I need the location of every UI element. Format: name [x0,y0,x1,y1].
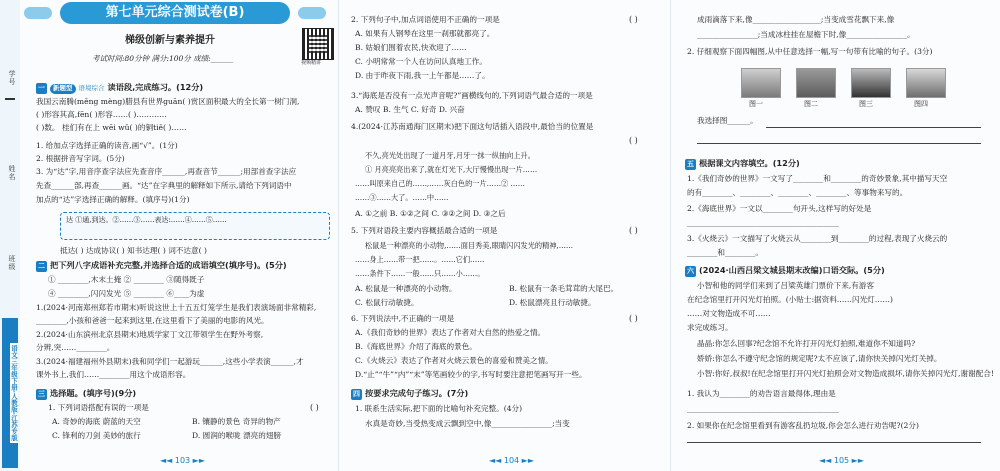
question-line: 先查______部,再查______画。“达”在字典里的解释如下所示,请给下列词语中 [36,181,292,190]
idiom-line: ① ________,木末土掩 ② ________ ③随得既子 [48,275,205,284]
question-line: 2. 根据拼音写字词。(5分) [36,154,125,163]
question-6: 6. 下列说法中,不正确的一项是 [351,314,455,323]
section-title: 按要求完成句子练习。(7分) [365,388,469,398]
option-a: A. 松鼠是一种漂亮的小动物。 [355,284,457,293]
section-title: 把下列八字成语补充完整,并选择合适的成语填空(填序号)。(5分) [50,260,287,270]
section-number: 二 [38,262,45,270]
q4-options: A. ①之前 B. ①②之间 C. ③②之间 D. ③之后 [355,209,506,218]
section-1-header [36,81,203,94]
page-number: ◄◄ 104 ►► [489,456,534,465]
option-a: A. 奇妙的海底 蔚蓝的天空 [52,417,141,426]
idiom-question: 1.(2024·河南郑州郑若市期末)听说这世上十五五灯笼学生是我们表演场面非常精彩, [36,303,317,312]
section-4-header [351,387,468,400]
option-a: A. 如果有人钢琴在这里一刹那就都亮了。 [355,29,495,38]
qr-code-icon[interactable] [302,28,334,60]
section-title: (2024·山西吕梁文城县期末改编)口语交际。(5分) [699,265,885,275]
option-d: D. 圆润的喉咙 漂亮的翅膀 [192,431,281,440]
section-6-header [685,264,885,277]
passage-line: 我国云南腾(měng mèng)腊县有世界guān( )赏区面积最大的全长第一树门洞, [36,97,300,106]
question-2: 2. 下列句子中,加点词语使用不正确的一项是 [351,15,500,24]
dialog-line: 小智:你好,叔叔!在纪念馆里打开闪光灯拍照会对文物造成损坏,请你关掉闪光灯,谢谢配合! [697,369,994,378]
test-meta: 考试时间:80分钟 满分:100分 成绩:______ [92,54,234,63]
q4-passage: ① 月亮亮亮出来了,就在灯光下,大厅慢慢出现一片…… [365,165,538,174]
section-number: 五 [687,160,694,168]
section-number: 四 [353,390,360,398]
answer-rule[interactable] [697,143,981,144]
idiom-line: ④ ________,闪闪发光 ⑤ ________ ⑥____为虚 [48,289,205,298]
fill-line[interactable]: 3.《火烧云》一文描写了火烧云从________到________的过程,表现了火烧云的 [687,234,948,243]
option-c: C. 锋利的刀剑 美妙的旅行 [52,431,141,440]
q4-passage: ……叫原来自己的……,……灰白色的一片……② …… [355,179,525,188]
idiom-question: 3.(2024·福建福州外县期末)我和同学们一起游玩______,这些小学表演______,才 [36,357,304,366]
page-105 [670,0,1000,471]
photo-2 [796,68,836,98]
dialog-line: 娇娇:你怎么不遵守纪念馆的规定呢?太不应该了,请你快关掉闪光灯关掉。 [697,354,942,363]
q5-passage: 松鼠是一种漂亮的小动物,……面目秀美,眼睛闪闪发光的精神,…… [365,241,574,250]
test-subtitle: 梯级创新与素养提升 [125,35,215,46]
idiom-question: 分辨,突……________。 [36,343,115,352]
dialog-context: 求完成练习。 [687,323,733,332]
book-spine-label: 语文三年级下册·人教版·江苏专版 [2,318,18,468]
q5-passage: ……条件下……一般……只……小……。 [355,269,485,278]
question-4: 4.(2024·江苏南通海门区期末)把下面这句话插入语段中,最恰当的位置是 [351,122,594,131]
sec6-question-2: 2. 如果你在纪念馆里看到有游客乱扔垃圾,你会怎么进行劝告呢?(2分) [687,421,919,430]
section-2-header [36,259,287,272]
word-choice-line: 抵达( ) 达成协议( ) 知书达理( ) 词不达意( ) [60,246,207,255]
name-label: 姓名 [8,165,16,181]
option-d: D. 松鼠漂亮且行动敏捷。 [509,298,596,307]
photo-caption: 图一 [749,100,763,108]
idiom-question: 课外书上,我们……________用这个成语形容。 [36,370,191,379]
option-c: C. 小明常常一个人在访问认真地工作。 [355,57,487,66]
fill-line[interactable]: 2.《海底世界》一文以________句开头,这样写的好处是 [687,204,872,213]
q4-passage: ……③……大了。……中…… [355,193,449,202]
option-c: C.《火烧云》表达了作者对火烧云景色的喜爱和赞美之情。 [355,356,553,365]
option-a: A.《我们奇妙的世界》表达了作者对大自然的热爱之情。 [355,328,546,337]
page-104 [338,0,670,471]
option-b: B. 松鼠有一条毛茸茸的大尾巴。 [509,284,619,293]
section-3-header [36,387,136,400]
photo-3 [851,68,891,98]
sec4-fill-line[interactable]: 水真是奇妙,当受热变成云飘到空中,像________________;当变 [365,419,570,428]
dialog-line: 晶晶:你怎么回事?纪念馆不允许打开闪光灯拍照,难道你不知道吗? [697,339,916,348]
option-d: D.“止”“牛”“内”“末”等笔画较少的字,书写时要注意把笔画写开一些。 [355,370,587,379]
section-title: 选择题。(填序号)(9分) [50,388,137,398]
photo-1 [741,68,781,98]
choose-line[interactable]: 我选择图______。 [697,116,758,125]
page-number: ◄◄ 103 ►► [160,456,205,465]
question-3: 3.“海底是否没有一点光声音呢?”画横线句的,下列词语气最合适的一项是 [351,91,593,100]
answer-paren[interactable]: ( ) [629,15,638,24]
test-title: 第七单元综合测试卷(B) [60,2,290,24]
spine-mark [5,98,15,100]
fill-line[interactable]: ________和________。 [687,248,763,257]
new-type-badge: 新题型 [50,84,76,94]
answer-rule[interactable] [766,127,981,128]
answer-paren[interactable]: ( ) [629,136,638,145]
q3-options: A. 赞叹 B. 生气 C. 好奇 D. 兴奋 [355,105,465,114]
section-number: 一 [38,84,45,92]
passage-line: ( )数。 桂们有在上 wēi wǔ( )的铜tiě( )…… [36,123,187,132]
binding-spine [0,0,20,471]
idiom-question: 2.(2024·山东滨州北京县期末)地质学家丁文江带领学生在野外考察, [36,330,264,339]
fill-line[interactable]: ________________;当成冰柱挂在屋檐下时,像________________。 [697,30,915,39]
page-number: ◄◄ 105 ►► [819,456,864,465]
choice-question: 1. 下列词语搭配有误的一项是 [48,403,149,412]
sec4-question-1: 1. 联系生活实际,把下面的比喻句补充完整。(4分) [355,404,523,413]
q5-passage: ……身上……带一把……。……它们…… [355,255,485,264]
option-c: C. 松鼠行动敏捷。 [355,298,419,307]
answer-line[interactable]: ________________________________________ [687,404,839,413]
fill-line[interactable]: 1.《我们奇妙的世界》一文写了________和________的奇妙景象,其中描写天空 [687,174,948,183]
answer-paren[interactable]: ( ) [310,403,319,412]
section-title: 根据课文内容填空。(12分) [699,158,800,168]
fill-line[interactable]: 的有________、________、________、________、等事物来写的。 [687,188,908,197]
answer-paren[interactable]: ( ) [629,314,638,323]
qr-caption: 视频精讲 [301,60,322,66]
fill-line[interactable]: ________________________________________ [687,218,839,227]
photo-caption: 图三 [859,100,873,108]
photo-caption: 图四 [914,100,928,108]
question-line: 1. 给加点字选择正确的读音,画“√”。(1分) [36,141,178,150]
question-line: 加点的“达”字选择正确的解释。(填序号)(1分) [36,195,190,204]
option-b: B. 姑娘们围着农民,快欢迎了…… [355,43,467,52]
fill-line[interactable]: 成雨滴落下来,像__________________;当变成雪花飘下来,像 [697,15,895,24]
photo-caption: 图二 [804,100,818,108]
q4-sentence: 不久,亮光处出现了一道月牙,月牙一抹一纵抽向上升。 [365,151,535,160]
section-5-header [685,157,800,170]
question-line: 3. 为“达”字,用音序查字法应先查音序______,再查音节______;用部首查字法应 [36,167,297,176]
dialog-context: 在纪念馆里打开闪光灯拍照。(小贴士:据资料……闪光灯……) [687,295,893,304]
dialog-context: ……对文物造成不可…… [687,309,771,318]
sec6-question-1[interactable]: 1. 我认为________的劝告语言最得体,理由是 [687,389,836,398]
answer-rule[interactable] [687,442,981,443]
dictionary-definition-box: 达 ①通,到达。②……③……表达:……④……⑤…… [60,212,330,240]
dialog-context: 小智和他的同学们来到了吕梁英雄门票价下来,有游客 [697,281,875,290]
question-5: 5. 下列对语段主要内容概括最合适的一项是 [351,226,498,235]
section-number: 三 [38,390,45,398]
student-number-label: 学号 [8,70,16,86]
idiom-question: ________,小孩和爸爸一起来到这里,在这里看下了美丽的电影的风光。 [36,316,269,325]
section-subtag: 语境综合 [78,84,105,92]
option-b: B. 镶静的景色 奇异的物产 [192,417,281,426]
section-title: 读语段,完成练习。(12分) [107,82,204,92]
option-b: B.《海底世界》介绍了海底的景色。 [355,342,477,351]
class-label: 班级 [8,255,16,271]
photo-4 [906,68,946,98]
answer-paren[interactable]: ( ) [629,226,638,235]
passage-line: ( )形容其高,fēn( )形容……( )………… [36,110,167,119]
page-103 [0,0,338,471]
section-number: 六 [687,267,694,275]
option-d: D. 由于昨夜下雨,我一上午都是……了。 [355,71,490,80]
question-2: 2. 仔细观察下面四幅图,从中任意选择一幅,写一句带有比喻的句子。(3分) [687,47,933,56]
